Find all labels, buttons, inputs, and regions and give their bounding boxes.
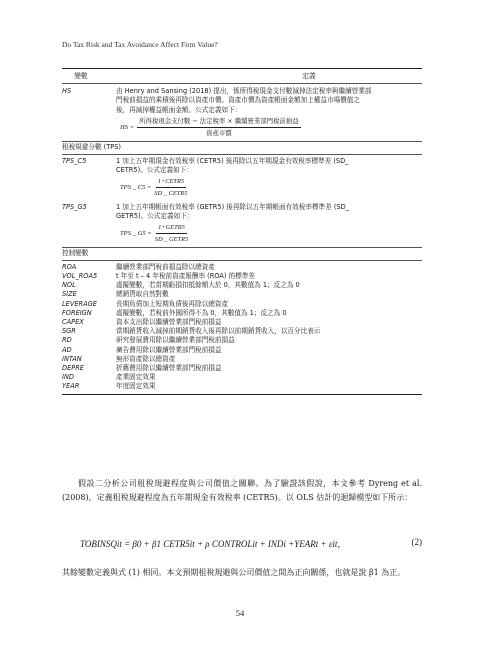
control-var-name: SGR bbox=[62, 327, 76, 336]
body-paragraph-2: 其餘變數定義與式 (1) 相同。本文預期租稅規避與公司價值之間為正向關係，也就是說 β1 為正。 bbox=[62, 568, 406, 577]
table-row bbox=[62, 272, 422, 281]
tps-g5-formula bbox=[120, 223, 422, 244]
tps-c5-formula-numerator: 1+CETR5 bbox=[156, 177, 186, 188]
control-var-def: 廣告費用除以繼續營業部門稅前損益 bbox=[116, 345, 222, 354]
hs-formula-numerator: 所得稅現金支付數 − 法定稅率 × 繼續營業部門稅前損益 bbox=[137, 117, 300, 128]
tps-c5-formula bbox=[120, 177, 422, 198]
tps-c5-formula-lhs: TPS _ C5 = bbox=[120, 184, 152, 192]
table-row bbox=[62, 290, 422, 299]
var-tps-c5: TPS_C5 bbox=[62, 156, 87, 165]
page-number: 54 bbox=[235, 608, 245, 618]
table-row bbox=[62, 203, 422, 248]
control-var-name: IND bbox=[62, 373, 74, 382]
tps-c5-def-line: CETR5)。公式定義如下： bbox=[116, 165, 193, 174]
control-var-def: t 年至 t – 4 年稅前資產報酬率 (ROA) 的標準差 bbox=[116, 272, 255, 281]
control-section-title: 控制變數 bbox=[62, 249, 89, 258]
control-var-def: 年度固定效果 bbox=[116, 382, 156, 391]
equation-number: (2) bbox=[411, 537, 422, 547]
control-var-name: INTAN bbox=[62, 354, 82, 363]
control-var-name: ROA bbox=[62, 262, 77, 271]
table-row bbox=[62, 87, 422, 141]
hs-formula bbox=[120, 117, 422, 138]
control-var-name: LEVERAGE bbox=[62, 299, 97, 308]
control-var-def: 長期負債加上短期負債後再除以總資產 bbox=[116, 299, 229, 308]
control-var-name: RD bbox=[62, 336, 72, 345]
tps-c5-formula-denominator: SD _ CETR5 bbox=[154, 190, 188, 198]
control-var-def: 折舊費用除以繼續營業部門稅前損益 bbox=[116, 364, 222, 373]
tps-c5-def-line: 1 加上五年期現金有效稅率 (CETR5) 後再除以五年期現金有效稅率標準差 (SD_ bbox=[116, 156, 349, 165]
regression-equation bbox=[80, 537, 422, 550]
var-hs: HS bbox=[62, 87, 72, 96]
control-var-def: 虛擬變數，若當期虧損扣抵餘額大於 0，其數值為 1；反之為 0 bbox=[116, 281, 300, 290]
table-row bbox=[62, 309, 422, 318]
table-row bbox=[62, 263, 422, 272]
control-var-def: 總銷貨取自然對數 bbox=[116, 290, 169, 299]
tps-g5-formula-numerator: 1+GETR5 bbox=[156, 223, 187, 234]
table-row bbox=[62, 157, 422, 202]
control-var-name: SIZE bbox=[62, 290, 77, 299]
control-var-name: NOL bbox=[62, 281, 76, 290]
header-variable: 變數 bbox=[74, 72, 88, 80]
control-var-name: CAPEX bbox=[62, 318, 84, 327]
control-var-name: FOREIGN bbox=[62, 308, 92, 317]
hs-formula-denominator: 資產市價 bbox=[206, 129, 232, 138]
control-var-name: YEAR bbox=[62, 382, 80, 391]
table-header bbox=[62, 69, 422, 83]
variable-definition-table bbox=[62, 68, 422, 395]
control-var-name: VOL_ROA5 bbox=[62, 272, 98, 281]
hs-def-line: 由 Henry and Sansing (2018) 提出，係所得稅現金支付數減掉法定稅率與繼續營業部 bbox=[116, 87, 372, 96]
table-row bbox=[62, 336, 422, 345]
table-row bbox=[62, 300, 422, 309]
table-row bbox=[62, 318, 422, 327]
control-var-def: 虛擬變數，若稅前外國所得不為 0，其數值為 1；反之為 0 bbox=[116, 308, 287, 317]
control-var-name: AD bbox=[62, 345, 72, 354]
control-var-def: 研究發展費用除以繼續營業部門稅前損益 bbox=[116, 336, 235, 345]
table-row bbox=[62, 382, 422, 391]
table-row bbox=[62, 346, 422, 355]
control-var-def: 當期銷貨收入減掉前期銷貨收入後再除以前期銷貨收入，以百分比表示 bbox=[116, 327, 321, 336]
control-var-def: 繼續營業部門稅前損益除以總資產 bbox=[116, 262, 215, 271]
var-tps-g5: TPS_G5 bbox=[62, 202, 87, 211]
equation-text: TOBINSQit = β0 + β1 CETR5it + ρ CONTROLit + INDi +YEARt + εit， bbox=[80, 539, 347, 549]
body-paragraph-1: 假設二分析公司租稅規避程度與公司價值之關聯。為了驗證該假說，本文參考 Dyreng et al. (2008)，定義租稅規避程度為五年期現金有效稅率 (CETR5)。以 OLS 估計的迴歸模型如下所示： bbox=[62, 479, 422, 502]
tps-g5-def-line: 1 加上五年期帳面有效稅率 (GETR5) 後再除以五年期帳面有效稅率標準差 (SD_ bbox=[116, 202, 349, 211]
table-row bbox=[62, 364, 422, 373]
control-var-def: 無形資產除以總資產 bbox=[116, 354, 176, 363]
tps-section-title: 租稅規避分數 (TPS) bbox=[62, 143, 121, 152]
running-head: Do Tax Risk and Tax Avoidance Affect Firm Value? bbox=[62, 40, 218, 49]
hs-def-line: 門稅前損益的乘積後再除以資產市價。資產市價為資產帳面金額加上權益市場價值之 bbox=[116, 96, 360, 105]
hs-def-line: 後，再減掉權益帳面金額。公式定義如下： bbox=[116, 105, 242, 114]
control-var-def: 產業固定效果 bbox=[116, 373, 156, 382]
table-row bbox=[62, 355, 422, 364]
control-var-def: 資本支出除以繼續營業部門稅前損益 bbox=[116, 318, 222, 327]
tps-g5-formula-denominator: SD _ GETR5 bbox=[154, 236, 189, 244]
hs-formula-lhs: HS = bbox=[120, 123, 135, 131]
control-var-name: DEPRE bbox=[62, 364, 84, 373]
header-definition: 定義 bbox=[302, 72, 316, 80]
tps-g5-formula-lhs: TPS _ G5 = bbox=[120, 230, 152, 238]
tps-g5-def-line: GETR5)。公式定義如下： bbox=[116, 211, 194, 220]
